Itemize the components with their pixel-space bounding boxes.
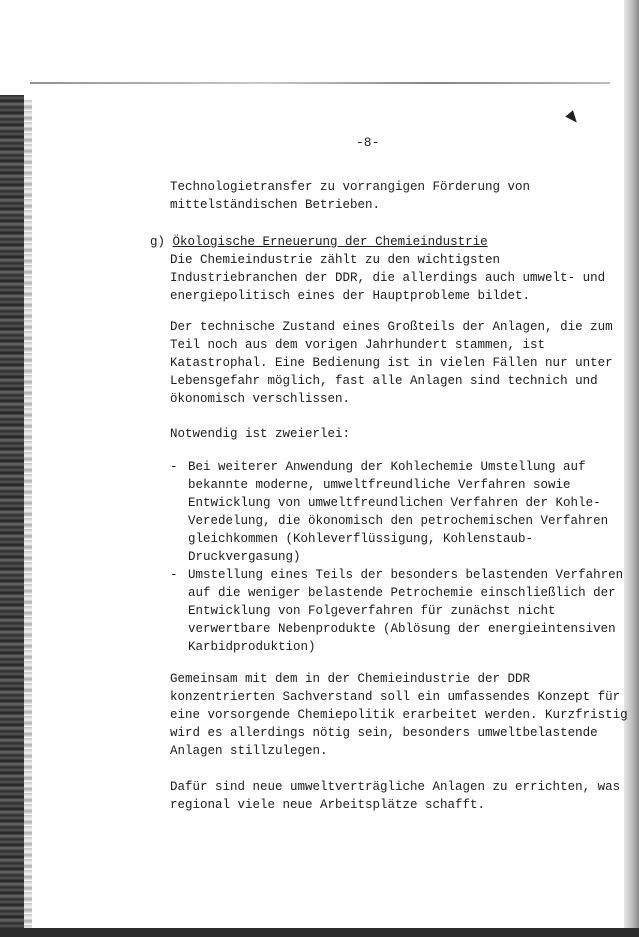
text-line: Dafür sind neue umweltverträgliche Anlagen zu errichten, was [170, 780, 621, 794]
text-line: Bei weiterer Anwendung der Kohlechemie Umstellung auf [188, 460, 586, 474]
section-marker: g) [150, 235, 166, 249]
text-line: gleichkommen (Kohleverflüssigung, Kohlenstaub- [188, 532, 534, 546]
text-line: Entwicklung von Folgeverfahren für zunächst nicht [188, 604, 556, 618]
list-item-text [188, 458, 608, 566]
section-title: Ökologische Erneuerung der Chemieindustrie [172, 235, 488, 249]
scan-border-bottom [0, 928, 639, 937]
paragraph-3 [170, 425, 610, 443]
list-item [170, 458, 610, 566]
scan-border-right [624, 0, 639, 937]
text-line: Der technische Zustand eines Großteils der Anlagen, die zum [170, 320, 613, 334]
text-line: Veredelung, die ökonomisch den petrochemischen Verfahren [188, 514, 609, 528]
text-line: Anlagen stillzulegen. [170, 744, 328, 758]
text-line: bekannte moderne, umweltfreundliche Verfahren sowie [188, 478, 571, 492]
scan-border-top [30, 82, 610, 84]
paragraph-2 [170, 318, 613, 408]
text-line: ökonomisch verschlissen. [170, 392, 351, 406]
text-line: Die Chemieindustrie zählt zu den wichtigsten [170, 253, 501, 267]
text-line: auf die weniger belastende Petrochemie einschließlich der [188, 586, 616, 600]
list-bullet: - [170, 568, 178, 582]
scan-border-left-inner [24, 100, 32, 930]
text-line: Teil noch aus dem vorigen Jahrhundert stammen, ist [170, 338, 546, 352]
text-line: energiepolitisch eines der Hauptprobleme bildet. [170, 289, 531, 303]
text-line: Notwendig ist zweierlei: [170, 427, 351, 441]
text-line: mittelständischen Betrieben. [170, 198, 381, 212]
text-line: wird es allerdings nötig sein, besonders umweltbelastende [170, 726, 598, 740]
text-line: eine vorsorgende Chemiepolitik erarbeitet werden. Kurzfristig [170, 708, 628, 722]
list-item-text [188, 566, 623, 656]
text-line: Technologietransfer zu vorrangigen Förderung von [170, 180, 531, 194]
text-line: Lebensgefahr möglich, fast alle Anlagen sind technich und [170, 374, 598, 388]
section-heading [150, 233, 488, 251]
text-line: Gemeinsam mit dem in der Chemieindustrie der DDR [170, 672, 531, 686]
text-line: konzentrierten Sachverstand soll ein umfassendes Konzept für [170, 690, 621, 704]
text-line: Karbidproduktion) [188, 640, 316, 654]
bullet-list [170, 458, 624, 656]
page-number: -8- [356, 135, 380, 150]
list-bullet: - [170, 460, 178, 474]
text-line: Entwicklung von umweltfreundlichen Verfahren der Kohle- [188, 496, 601, 510]
text-line: verwertbare Nebenprodukte (Ablösung der energieintensiven [188, 622, 616, 636]
paragraph-1 [170, 251, 610, 305]
text-line: Umstellung eines Teils der besonders belastenden Verfahren [188, 568, 624, 582]
text-line: Druckvergasung) [188, 550, 301, 564]
paragraph-4 [170, 670, 628, 760]
text-line: Industriebranchen der DDR, die allerdings auch umwelt- und [170, 271, 606, 285]
intro-paragraph [170, 178, 610, 214]
text-line: Katastrophal. Eine Bedienung ist in vielen Fällen nur unter [170, 356, 613, 370]
cursor-arrow-icon [565, 110, 580, 126]
text-line: regional viele neue Arbeitsplätze schafft. [170, 798, 486, 812]
scan-border-left [0, 95, 24, 937]
list-item [170, 566, 624, 656]
paragraph-5 [170, 778, 621, 814]
